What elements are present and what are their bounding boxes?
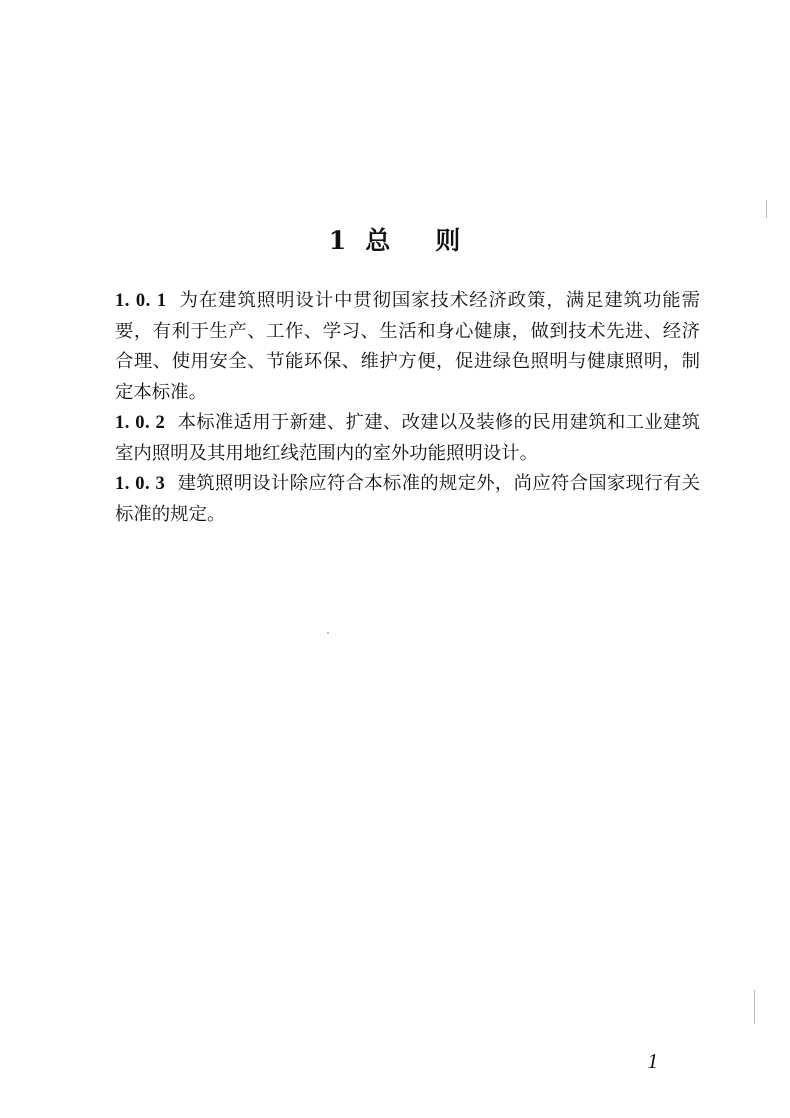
clause-text: 建筑照明设计除应符合本标准的规定外，尚应符合国家现行有关标准的规定。: [115, 473, 700, 525]
clause-text: 为在建筑照明设计中贯彻国家技术经济政策，满足建筑功能需要，有利于生产、工作、学习、生活和身心健康，做到技术先进、经济合理、使用安全、节能环保、维护方便，促进绿色照明与健康照明，制定本标准。: [115, 290, 700, 403]
chapter-body: [115, 286, 700, 530]
clause-text: 本标准适用于新建、扩建、改建以及装修的民用建筑和工业建筑室内照明及其用地红线范围内的室外功能照明设计。: [115, 412, 700, 464]
scan-speck: [754, 990, 755, 1024]
chapter-title-char-2: 则: [435, 225, 462, 255]
clause-1-0-1: [115, 286, 700, 408]
chapter-title-char-1: 总: [365, 225, 392, 255]
clause-number: 1. 0. 3: [115, 474, 166, 494]
chapter-number: 1: [328, 225, 348, 255]
clause-1-0-2: [115, 408, 700, 469]
clause-number: 1. 0. 1: [115, 291, 167, 311]
scan-speck: [766, 200, 767, 218]
clause-number: 1. 0. 2: [115, 413, 166, 433]
chapter-title: [0, 221, 790, 257]
scan-speck: [327, 632, 329, 634]
clause-1-0-3: [115, 469, 700, 530]
page-number: 1: [647, 1049, 658, 1073]
